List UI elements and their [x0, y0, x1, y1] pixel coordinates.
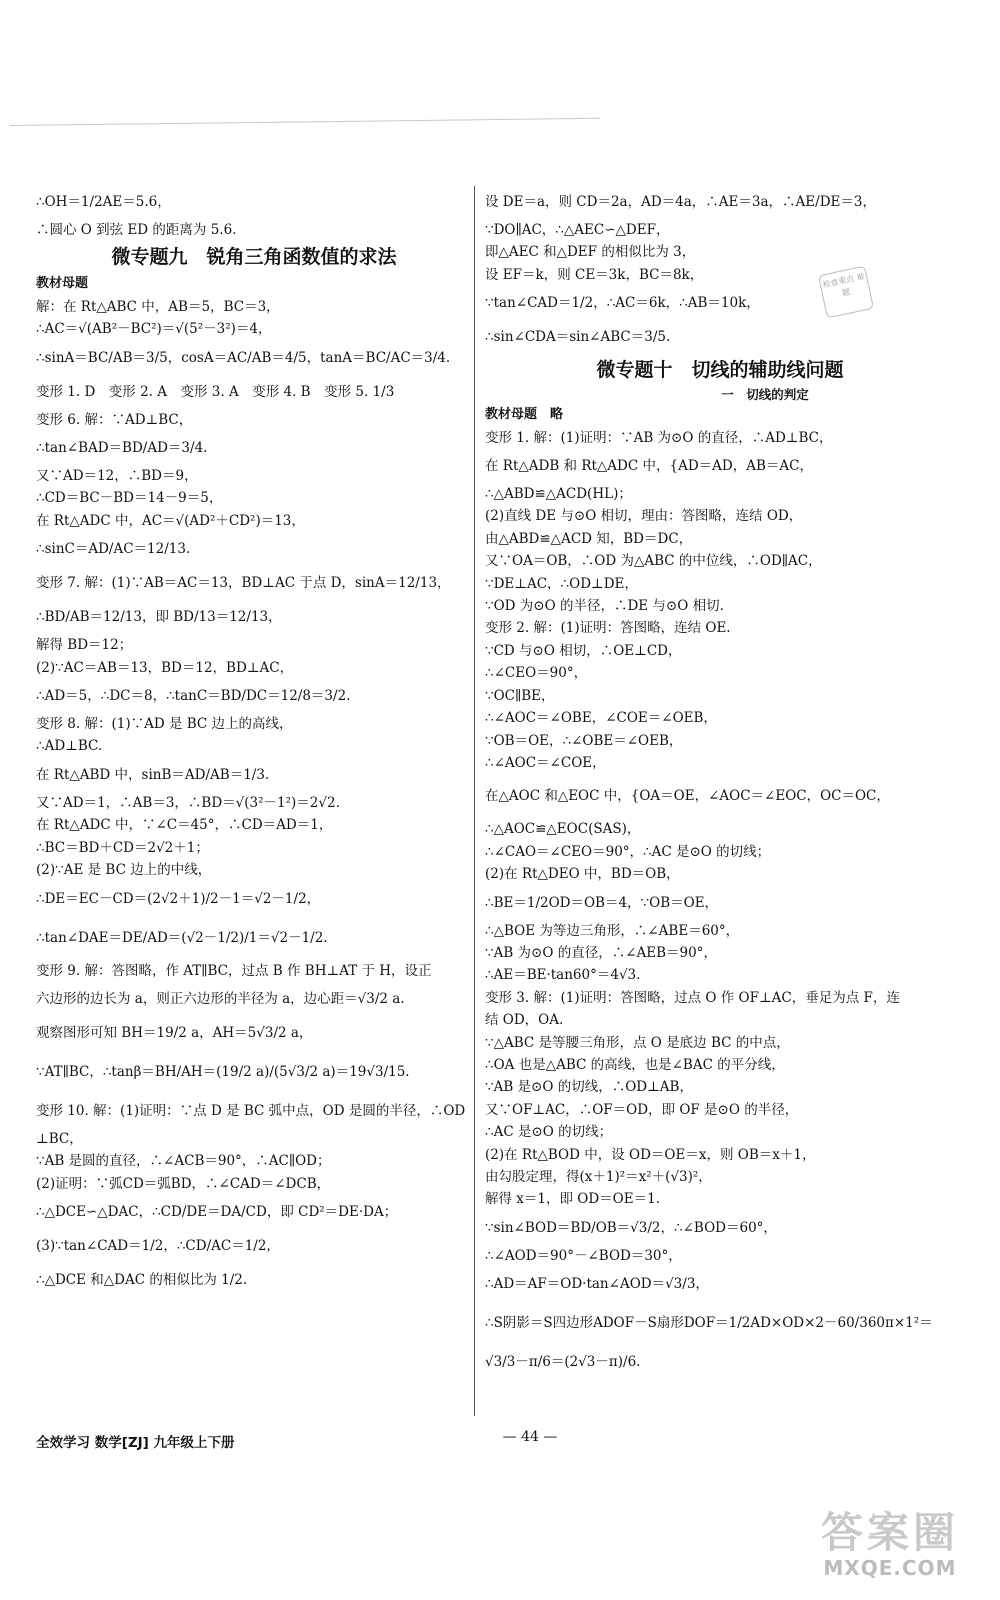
text-line: (3)∵tan∠CAD＝1/2，∴CD/AC＝1/2， — [36, 1238, 280, 1255]
text-line: ∴tan∠BAD＝BD/AD＝3/4. — [36, 440, 208, 457]
section-title-10: 微专题十 切线的辅助线问题 — [596, 359, 844, 382]
text-line: (2)在 Rt△BOD 中，设 OD＝OE＝x，则 OB＝x＋1， — [485, 1146, 816, 1163]
text-line: 变形 7. 解：(1)∵AB＝AC＝13，BD⊥AC 于点 D，sinA＝12/13， — [36, 575, 451, 592]
column-divider — [474, 186, 475, 1416]
left-column — [36, 185, 472, 1297]
text-line: 解得 x＝1，即 OD＝OE＝1. — [485, 1191, 660, 1208]
review-stamp: 检查重点 难题 — [818, 265, 874, 318]
page-number: — 44 — — [502, 1429, 558, 1445]
text-line: ∴△DCE 和△DAC 的相似比为 1/2. — [36, 1272, 248, 1289]
text-line: 六边形的边长为 a，则正六边形的半径为 a，边心距＝√3/2 a. — [36, 990, 405, 1007]
text-line: ∴CD＝BC－BD＝14－9＝5， — [36, 490, 223, 507]
text-line: ∴BE＝1/2OD＝OB＝4，∵OB＝OE， — [485, 894, 719, 911]
text-line: ∴AD⊥BC. — [36, 738, 103, 755]
text-line: 变形 9. 解：答图略，作 AT∥BC，过点 B 作 BH⊥AT 于 H，设正 — [36, 962, 432, 979]
text-line: 设 DE＝a，则 CD＝2a，AD＝4a，∴AE＝3a，∴AE/DE＝3， — [485, 194, 876, 210]
text-line: ∵OD 为⊙O 的半径，∴DE 与⊙O 相切. — [485, 598, 724, 615]
text-line: ∴△DCE∽△DAC，∴CD/DE＝DA/CD，即 CD²＝DE·DA； — [36, 1204, 398, 1221]
text-line: ∵DO∥AC，∴△AEC∽△DEF， — [485, 222, 670, 238]
text-line: (2)直线 DE 与⊙O 相切，理由：答图略，连结 OD， — [485, 508, 803, 525]
text-line: 在 Rt△ADC 中，AC＝√(AD²＋CD²)＝13， — [36, 512, 305, 529]
text-line: ∵AT∥BC，∴tanβ＝BH/AH＝(19/2 a)/(5√3/2 a)＝19√3/15. — [36, 1063, 410, 1080]
text-line: ∵AB 是圆的直径，∴∠ACB＝90°，∴AC∥OD； — [36, 1153, 331, 1170]
text-line: 变形 6. 解：∵AD⊥BC， — [36, 411, 193, 428]
text-line: √3/3－π/6＝(2√3－π)/6. — [485, 1354, 641, 1371]
text-line: 变形 2. 解：(1)证明：答图略，连结 OE. — [485, 620, 731, 637]
text-line: ∴sinC＝AD/AC＝12/13. — [36, 541, 191, 558]
text-line: (2)证明：∵弧CD＝弧BD，∴∠CAD＝∠DCB， — [36, 1175, 331, 1192]
text-line: ∴∠CAO＝∠CEO＝90°，∴AC 是⊙O 的切线； — [485, 843, 771, 860]
footer-book-title: 全效学习 数学[ZJ] 九年级上下册 — [36, 1435, 235, 1451]
section-title-9: 微专题九 锐角三角函数值的求法 — [111, 246, 397, 269]
text-line: 由△ABD≌△ACD 知，BD＝DC， — [485, 530, 693, 547]
text-line: ∴∠AOD＝90°－∠BOD＝30°， — [485, 1247, 682, 1264]
text-line: ∴BD/AB＝12/13，即 BD/13＝12/13， — [36, 609, 282, 626]
text-line: ∴sinA＝BC/AB＝3/5，cosA＝AC/AB＝4/5，tanA＝BC/AC＝3/4. — [36, 349, 451, 366]
text-line: 又∵OF⊥AC，∴OF＝OD，即 OF 是⊙O 的半径， — [485, 1101, 799, 1118]
right-column — [485, 185, 955, 1379]
text-line: ∵△ABC 是等腰三角形，点 O 是底边 BC 的中点， — [485, 1034, 790, 1051]
top-rule — [10, 118, 600, 126]
text-line: ∴圆心 O 到弦 ED 的距离为 5.6. — [36, 222, 237, 238]
text-line: ∵AB 是⊙O 的切线，∴OD⊥AB， — [485, 1079, 693, 1096]
text-line: ∵tan∠CAD＝1/2，∴AC＝6k，∴AB＝10k， — [485, 295, 760, 312]
text-line: ∴AC＝√(AB²－BC²)＝√(5²－3²)＝4， — [36, 321, 272, 338]
text-line: ∵AB 为⊙O 的直径，∴∠AEB＝90°， — [485, 944, 717, 961]
text-line: ∴△BOE 为等边三角形，∴∠ABE＝60°， — [485, 922, 740, 939]
text-line: ∵sin∠BOD＝BD/OB＝√3/2，∴∠BOD＝60°， — [485, 1219, 777, 1236]
text-line: ∴OH＝1/2AE＝5.6， — [36, 194, 171, 210]
text-line: 解：在 Rt△ABC 中，AB＝5，BC＝3， — [36, 298, 280, 315]
text-line: (2)∵AE 是 BC 边上的中线， — [36, 862, 212, 879]
text-line: 在 Rt△ADB 和 Rt△ADC 中，{AD＝AD，AB＝AC， — [485, 458, 813, 475]
text-line: ∴S阴影＝S四边形ADOF－S扇形DOF＝1/2AD×OD×2－60/360π×1²＝ — [485, 1315, 933, 1332]
watermark-logo-text: 答案圈 — [820, 1508, 959, 1557]
text-line: 解得 BD＝12； — [36, 637, 133, 654]
text-line: (2)在 Rt△DEO 中，BD＝OB， — [485, 866, 680, 883]
text-line: 设 EF＝k，则 CE＝3k，BC＝8k， — [485, 266, 704, 283]
text-line: ∴∠AOC＝∠COE， — [485, 754, 606, 771]
watermark-logo-url: MXQE.COM — [823, 1556, 957, 1580]
text-line: 变形 8. 解：(1)∵AD 是 BC 边上的高线， — [36, 716, 293, 733]
text-line: ∴AD＝5，∴DC＝8，∴tanC＝BD/DC＝12/8＝3/2. — [36, 688, 351, 705]
text-line: ∴AC 是⊙O 的切线； — [485, 1124, 613, 1141]
text-line: 在 Rt△ADC 中，∵∠C＝45°，∴CD＝AD＝1， — [36, 817, 333, 834]
text-line: 变形 1. 解：(1)证明：∵AB 为⊙O 的直径，∴AD⊥BC， — [485, 429, 833, 446]
text-line: ∴△ABD≌△ACD(HL)； — [485, 486, 632, 503]
text-line: 又∵OA＝OB，∴OD 为△ABC 的中位线，∴OD∥AC， — [485, 553, 822, 570]
text-line: ∴BC＝BD＋CD＝2√2＋1； — [36, 839, 209, 856]
text-line: ∴△AOC≌△EOC(SAS)， — [485, 821, 641, 838]
text-line: 又∵AD＝1，∴AB＝3，∴BD＝√(3²－1²)＝2√2. — [36, 794, 340, 811]
section-subtitle: 一 切线的判定 — [721, 387, 809, 403]
text-line: 在 Rt△ABD 中，sinB＝AD/AB＝1/3. — [36, 766, 270, 783]
text-line: ∴∠AOC＝∠OBE，∠COE＝∠OEB， — [485, 710, 717, 727]
text-line: (2)∵AC＝AB＝13，BD＝12，BD⊥AC， — [36, 659, 294, 676]
watermark-logo — [800, 1510, 980, 1586]
text-line: ∴DE＝EC－CD＝(2√2＋1)/2－1＝√2－1/2， — [36, 890, 321, 907]
text-line: ∵OB＝OE，∴∠OBE＝∠OEB， — [485, 732, 683, 749]
text-line: 结 OD，OA. — [485, 1012, 564, 1029]
text-line: 在△AOC 和△EOC 中，{OA＝OE，∠AOC＝∠EOC，OC＝OC， — [485, 788, 890, 805]
text-line: ∴AE＝BE·tan60°＝4√3. — [485, 967, 641, 984]
text-line: 变形 10. 解：(1)证明：∵点 D 是 BC 弧中点，OD 是圆的半径，∴OD — [36, 1102, 466, 1119]
text-line: ∴OA 也是△ABC 的高线，也是∠BAC 的平分线， — [485, 1056, 785, 1073]
text-line: 变形 1. D 变形 2. A 变形 3. A 变形 4. B 变形 5. 1/3 — [36, 383, 395, 400]
text-line: 即△AEC 和△DEF 的相似比为 3， — [485, 244, 696, 261]
text-line: ∴sin∠CDA＝sin∠ABC＝3/5. — [485, 329, 671, 346]
text-line: 教材母题 略 — [485, 407, 564, 423]
text-line: ∴∠CEO＝90°， — [485, 665, 588, 682]
text-line: ∴AD＝AF＝OD·tan∠AOD＝√3/3， — [485, 1276, 709, 1293]
text-line: 由勾股定理，得(x＋1)²＝x²＋(√3)²， — [485, 1169, 712, 1185]
text-line: 教材母题 — [36, 276, 89, 292]
text-line: ∴tan∠DAE＝DE/AD＝(√2－1/2)/1＝√2－1/2. — [36, 929, 328, 946]
text-line: ∵DE⊥AC，∴OD⊥DE， — [485, 575, 638, 592]
text-line: 又∵AD＝12，∴BD＝9， — [36, 468, 198, 485]
text-line: 变形 3. 解：(1)证明：答图略，过点 O 作 OF⊥AC，垂足为点 F，连 — [485, 989, 900, 1006]
text-line: 观察图形可知 BH＝19/2 a，AH＝5√3/2 a， — [36, 1024, 313, 1041]
text-line: ∵OC∥BE， — [485, 687, 555, 704]
text-line: ⊥BC， — [36, 1130, 83, 1147]
text-line: ∵CD 与⊙O 相切，∴OE⊥CD， — [485, 642, 682, 659]
